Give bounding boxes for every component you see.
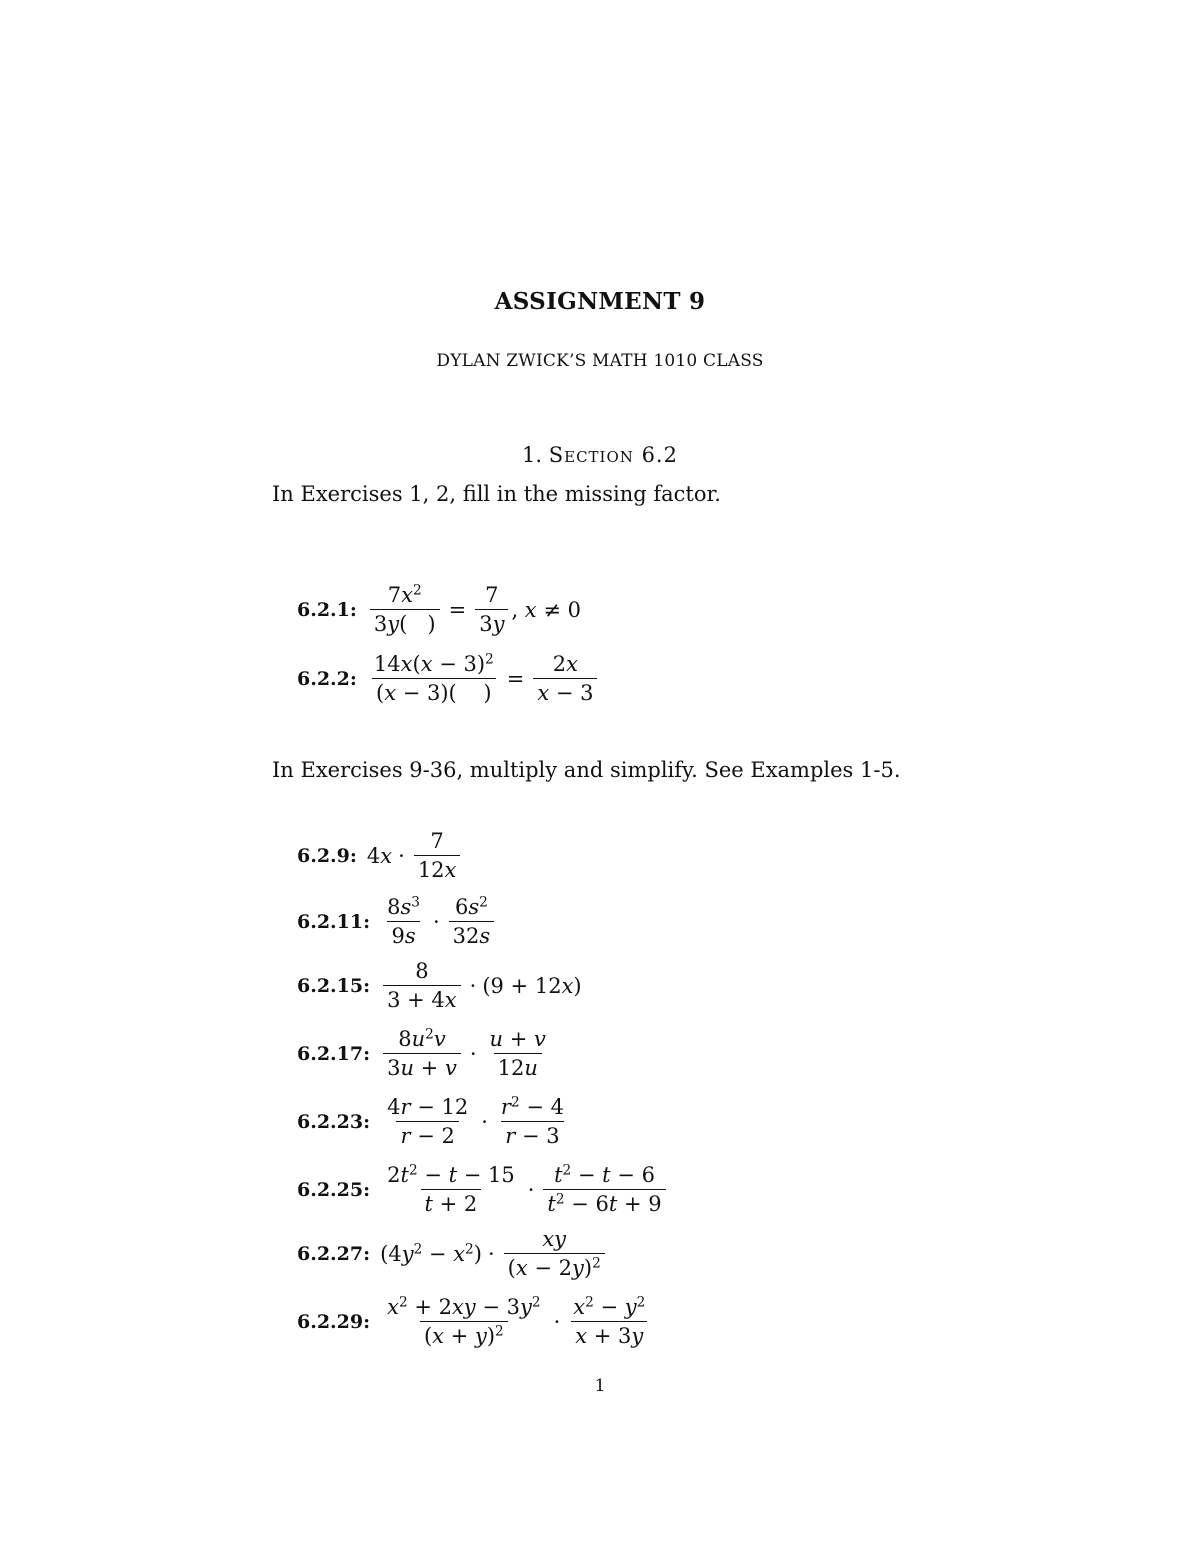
exercise-label: 6.2.17: (297, 1042, 371, 1065)
section-name: Section 6.2 (548, 443, 678, 467)
exercise-label: 6.2.2: (297, 667, 357, 690)
exercise-6-2-9: 6.2.9: 4x · $\frac{7}{12x}$ (297, 829, 463, 882)
exercise-6-2-25: 6.2.25: $\frac{2t^2 - t - 15}{t + 2}$ · $\frac{t^2 - t - 6}{t^2 - 6t + 9}$ (297, 1163, 669, 1216)
fraction: $\frac{x^2 - y^2}{x + 3y}$ (573, 1294, 646, 1349)
instructions-fill-missing-factor: In Exercises 1, 2, fill in the missing factor. (272, 482, 721, 506)
fraction: $\frac{8}{3 + 4x}$ (383, 959, 461, 1012)
fraction: $\frac{4r - 12}{r - 2}$ (387, 1095, 469, 1149)
exercise-label: 6.2.27: (297, 1242, 371, 1265)
section-number: 1. (522, 443, 543, 467)
fraction: $\frac{6s^2}{32s}$ (449, 895, 495, 948)
fraction: $\frac{14x(x - 3)^2}{(x - 3)( )}$ (373, 651, 494, 706)
section-heading (0, 443, 1200, 467)
exercise-6-2-1: 6.2.1: $\frac{7x^2}{3y( )}$ = $\frac{7}{3y}$ , x ≠ 0 (297, 582, 581, 637)
fraction: $\frac{7}{3y}$ (475, 583, 508, 636)
fraction: $\frac{x^2 + 2xy - 3y^2}{(x + y)^2}$ (387, 1294, 541, 1349)
class-subtitle: DYLAN ZWICK’S MATH 1010 CLASS (436, 351, 764, 371)
fraction: $\frac{8u^2v}{3u + v}$ (383, 1027, 461, 1080)
fraction: $\frac{7}{12x}$ (414, 829, 461, 882)
page-number: 1 (594, 1376, 606, 1396)
fraction: $\frac{2x}{x - 3}$ (533, 652, 597, 705)
instructions-multiply-simplify: In Exercises 9-36, multiply and simplify. See Examples 1-5. (272, 758, 901, 782)
fraction: $\frac{8s^3}{9s}$ (387, 894, 420, 949)
exercise-label: 6.2.9: (297, 844, 357, 867)
fraction: $\frac{2t^2 - t - 15}{t + 2}$ (387, 1162, 515, 1217)
exercise-6-2-17: 6.2.17: $\frac{8u^2v}{3u + v}$ · $\frac{u + v}{12u}$ (297, 1027, 553, 1080)
exercise-label: 6.2.15: (297, 974, 371, 997)
fraction: $\frac{u + v}{12u}$ (489, 1027, 546, 1081)
fraction: $\frac{7x^2}{3y( )}$ (370, 583, 440, 636)
assignment-title: ASSIGNMENT 9 (494, 288, 706, 315)
exercise-label: 6.2.29: (297, 1310, 371, 1333)
exercise-6-2-15: 6.2.15: $\frac{8}{3 + 4x}$ · (9 + 12x) (297, 959, 582, 1013)
exercise-6-2-27: 6.2.27: $(4y^2 - x^2)$ · $\frac{xy}{(x - 2y)^2}$ (297, 1227, 608, 1280)
exercise-label: 6.2.25: (297, 1178, 371, 1201)
fraction: $\frac{r^2 - 4}{r - 3}$ (500, 1094, 564, 1149)
exercise-label: 6.2.1: (297, 598, 357, 621)
exercise-6-2-2: 6.2.2: $\frac{14x(x - 3)^2}{(x - 3)( )}$ = $\frac{2x}{x - 3}$ (297, 652, 600, 705)
exercise-6-2-11: 6.2.11: $\frac{8s^3}{9s}$ · $\frac{6s^2}{32s}$ (297, 895, 497, 948)
exercise-label: 6.2.11: (297, 910, 371, 933)
exercise-6-2-29: 6.2.29: $\frac{x^2 + 2xy - 3y^2}{(x + y)^2}$ · $\frac{x^2 - y^2}{x + 3y}$ (297, 1295, 652, 1348)
exercise-label: 6.2.23: (297, 1110, 371, 1133)
fraction: $\frac{xy}{(x - 2y)^2}$ (504, 1227, 605, 1280)
fraction: $\frac{t^2 - t - 6}{t^2 - 6t + 9}$ (543, 1163, 665, 1216)
exercise-6-2-23: 6.2.23: $\frac{4r - 12}{r - 2}$ · $\frac{r^2 - 4}{r - 3}$ (297, 1095, 571, 1148)
